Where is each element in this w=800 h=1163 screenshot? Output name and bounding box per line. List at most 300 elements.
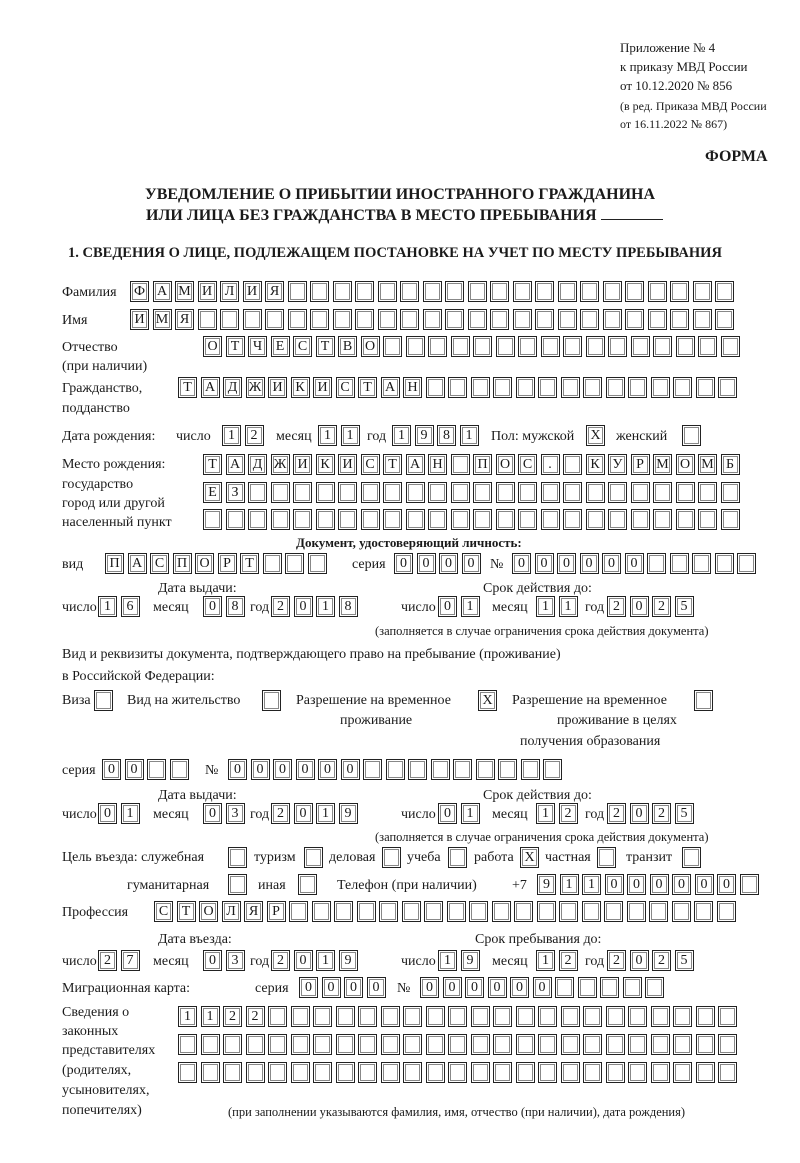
char-box[interactable]: 5: [675, 950, 694, 971]
char-box[interactable]: [627, 901, 646, 922]
char-box[interactable]: [580, 281, 599, 302]
char-box[interactable]: [246, 1034, 265, 1055]
char-box[interactable]: А: [381, 377, 400, 398]
char-box[interactable]: [451, 454, 470, 475]
char-box[interactable]: [445, 281, 464, 302]
char-box[interactable]: [383, 482, 402, 503]
char-box[interactable]: Е: [203, 482, 222, 503]
char-box[interactable]: 2: [246, 1006, 265, 1027]
char-box[interactable]: Ж: [271, 454, 290, 475]
char-box[interactable]: [606, 1062, 625, 1083]
char-box[interactable]: [586, 509, 605, 530]
stay-valid-month-boxes[interactable]: [536, 803, 578, 824]
char-box[interactable]: [358, 1006, 377, 1027]
temp-residence-box[interactable]: [478, 690, 497, 711]
char-box[interactable]: С: [150, 553, 169, 574]
char-box[interactable]: 6: [121, 596, 140, 617]
char-box[interactable]: 0: [650, 874, 669, 895]
char-box[interactable]: С: [518, 454, 537, 475]
char-box[interactable]: [453, 759, 472, 780]
char-box[interactable]: [381, 1062, 400, 1083]
char-box[interactable]: [583, 1006, 602, 1027]
phone-boxes[interactable]: [537, 874, 759, 895]
char-box[interactable]: П: [105, 553, 124, 574]
char-box[interactable]: [692, 553, 711, 574]
char-box[interactable]: [468, 309, 487, 330]
char-box[interactable]: А: [128, 553, 147, 574]
char-box[interactable]: А: [406, 454, 425, 475]
char-box[interactable]: [561, 1062, 580, 1083]
char-box[interactable]: [516, 377, 535, 398]
char-box[interactable]: С: [293, 336, 312, 357]
char-box[interactable]: [403, 1034, 422, 1055]
char-box[interactable]: [428, 509, 447, 530]
char-box[interactable]: [718, 1062, 737, 1083]
char-box[interactable]: [608, 509, 627, 530]
char-box[interactable]: И: [198, 281, 217, 302]
char-box[interactable]: 0: [510, 977, 529, 998]
char-box[interactable]: И: [313, 377, 332, 398]
char-box[interactable]: [628, 1062, 647, 1083]
char-box[interactable]: 0: [228, 759, 247, 780]
stay-valid-year-boxes[interactable]: [607, 803, 694, 824]
char-box[interactable]: [578, 977, 597, 998]
id-issue-day-boxes[interactable]: [98, 596, 140, 617]
char-box[interactable]: [448, 847, 467, 868]
char-box[interactable]: 0: [580, 553, 599, 574]
name-boxes[interactable]: [130, 309, 734, 330]
char-box[interactable]: [426, 1006, 445, 1027]
char-box[interactable]: 0: [273, 759, 292, 780]
char-box[interactable]: [698, 482, 717, 503]
char-box[interactable]: О: [203, 336, 222, 357]
char-box[interactable]: [381, 1034, 400, 1055]
char-box[interactable]: И: [243, 281, 262, 302]
char-box[interactable]: [423, 309, 442, 330]
char-box[interactable]: 0: [294, 803, 313, 824]
char-box[interactable]: [651, 377, 670, 398]
char-box[interactable]: 9: [339, 803, 358, 824]
char-box[interactable]: [498, 759, 517, 780]
stay-issue-year-boxes[interactable]: [271, 803, 358, 824]
char-box[interactable]: [361, 509, 380, 530]
char-box[interactable]: 0: [717, 874, 736, 895]
stay-until-day-boxes[interactable]: [438, 950, 480, 971]
char-box[interactable]: О: [361, 336, 380, 357]
char-box[interactable]: [448, 377, 467, 398]
char-box[interactable]: 1: [461, 803, 480, 824]
char-box[interactable]: [563, 336, 582, 357]
char-box[interactable]: И: [130, 309, 149, 330]
char-box[interactable]: [645, 977, 664, 998]
char-box[interactable]: [383, 509, 402, 530]
char-box[interactable]: [403, 1062, 422, 1083]
char-box[interactable]: [583, 1062, 602, 1083]
char-box[interactable]: [597, 847, 616, 868]
char-box[interactable]: X: [478, 690, 497, 711]
char-box[interactable]: К: [316, 454, 335, 475]
representatives-boxes-3[interactable]: [178, 1062, 737, 1083]
char-box[interactable]: П: [473, 454, 492, 475]
char-box[interactable]: [265, 309, 284, 330]
char-box[interactable]: [647, 553, 666, 574]
char-box[interactable]: [513, 281, 532, 302]
char-box[interactable]: 7: [121, 950, 140, 971]
char-box[interactable]: 0: [438, 803, 457, 824]
char-box[interactable]: 1: [536, 803, 555, 824]
char-box[interactable]: [538, 1062, 557, 1083]
sex-male-box[interactable]: [586, 425, 605, 446]
char-box[interactable]: 0: [533, 977, 552, 998]
char-box[interactable]: [423, 281, 442, 302]
char-box[interactable]: [625, 309, 644, 330]
char-box[interactable]: [336, 1062, 355, 1083]
id-issue-month-boxes[interactable]: [203, 596, 245, 617]
char-box[interactable]: [468, 281, 487, 302]
char-box[interactable]: Д: [248, 454, 267, 475]
entry-year-boxes[interactable]: [271, 950, 358, 971]
char-box[interactable]: [600, 977, 619, 998]
purpose-private-box[interactable]: [597, 847, 616, 868]
char-box[interactable]: [428, 336, 447, 357]
stay-series-boxes[interactable]: [102, 759, 189, 780]
char-box[interactable]: [403, 1006, 422, 1027]
char-box[interactable]: [336, 1006, 355, 1027]
char-box[interactable]: [583, 1034, 602, 1055]
char-box[interactable]: [406, 482, 425, 503]
char-box[interactable]: [490, 309, 509, 330]
char-box[interactable]: [268, 1062, 287, 1083]
char-box[interactable]: [535, 309, 554, 330]
char-box[interactable]: Т: [316, 336, 335, 357]
char-box[interactable]: 0: [627, 874, 646, 895]
char-box[interactable]: [262, 690, 281, 711]
representatives-boxes-2[interactable]: [178, 1034, 737, 1055]
char-box[interactable]: В: [338, 336, 357, 357]
char-box[interactable]: Л: [220, 281, 239, 302]
char-box[interactable]: [271, 482, 290, 503]
char-box[interactable]: 1: [201, 1006, 220, 1027]
char-box[interactable]: [291, 1034, 310, 1055]
char-box[interactable]: [698, 509, 717, 530]
char-box[interactable]: [285, 553, 304, 574]
char-box[interactable]: [310, 281, 329, 302]
char-box[interactable]: [541, 336, 560, 357]
char-box[interactable]: К: [291, 377, 310, 398]
char-box[interactable]: [313, 1006, 332, 1027]
char-box[interactable]: 0: [98, 803, 117, 824]
entry-day-boxes[interactable]: [98, 950, 140, 971]
char-box[interactable]: М: [653, 454, 672, 475]
birth-year-boxes[interactable]: [392, 425, 479, 446]
char-box[interactable]: [623, 977, 642, 998]
id-type-boxes[interactable]: [105, 553, 327, 574]
char-box[interactable]: [628, 1006, 647, 1027]
char-box[interactable]: [379, 901, 398, 922]
birthplace-boxes-1[interactable]: [203, 454, 740, 475]
char-box[interactable]: [603, 309, 622, 330]
birth-month-boxes[interactable]: [318, 425, 360, 446]
char-box[interactable]: [203, 509, 222, 530]
char-box[interactable]: Е: [271, 336, 290, 357]
char-box[interactable]: [243, 309, 262, 330]
char-box[interactable]: [447, 901, 466, 922]
char-box[interactable]: [248, 509, 267, 530]
char-box[interactable]: [476, 759, 495, 780]
char-box[interactable]: [582, 901, 601, 922]
char-box[interactable]: [293, 482, 312, 503]
char-box[interactable]: 0: [695, 874, 714, 895]
stay-until-month-boxes[interactable]: [536, 950, 578, 971]
char-box[interactable]: 0: [203, 803, 222, 824]
char-box[interactable]: Т: [226, 336, 245, 357]
char-box[interactable]: [563, 454, 582, 475]
char-box[interactable]: [606, 1034, 625, 1055]
char-box[interactable]: 0: [322, 977, 341, 998]
char-box[interactable]: [580, 309, 599, 330]
char-box[interactable]: [431, 759, 450, 780]
char-box[interactable]: Т: [203, 454, 222, 475]
char-box[interactable]: 0: [367, 977, 386, 998]
char-box[interactable]: [651, 1006, 670, 1027]
char-box[interactable]: [559, 901, 578, 922]
char-box[interactable]: Ч: [248, 336, 267, 357]
char-box[interactable]: [201, 1062, 220, 1083]
char-box[interactable]: [355, 309, 374, 330]
char-box[interactable]: 1: [560, 874, 579, 895]
char-box[interactable]: [445, 309, 464, 330]
char-box[interactable]: 0: [438, 596, 457, 617]
char-box[interactable]: [493, 377, 512, 398]
char-box[interactable]: [653, 336, 672, 357]
char-box[interactable]: 1: [582, 874, 601, 895]
char-box[interactable]: [603, 281, 622, 302]
char-box[interactable]: [263, 553, 282, 574]
char-box[interactable]: С: [154, 901, 173, 922]
char-box[interactable]: [586, 336, 605, 357]
char-box[interactable]: [631, 509, 650, 530]
char-box[interactable]: [291, 1006, 310, 1027]
char-box[interactable]: 2: [245, 425, 264, 446]
char-box[interactable]: 2: [652, 596, 671, 617]
char-box[interactable]: [378, 309, 397, 330]
char-box[interactable]: 0: [294, 596, 313, 617]
char-box[interactable]: [201, 1034, 220, 1055]
char-box[interactable]: 0: [394, 553, 413, 574]
char-box[interactable]: [313, 1034, 332, 1055]
char-box[interactable]: 1: [438, 950, 457, 971]
char-box[interactable]: [310, 309, 329, 330]
char-box[interactable]: Н: [428, 454, 447, 475]
char-box[interactable]: Ж: [246, 377, 265, 398]
char-box[interactable]: [718, 1006, 737, 1027]
char-box[interactable]: 3: [226, 803, 245, 824]
char-box[interactable]: [673, 1062, 692, 1083]
char-box[interactable]: [170, 759, 189, 780]
char-box[interactable]: [516, 1034, 535, 1055]
migration-series-boxes[interactable]: [299, 977, 386, 998]
char-box[interactable]: [493, 1062, 512, 1083]
char-box[interactable]: [717, 901, 736, 922]
char-box[interactable]: [558, 281, 577, 302]
char-box[interactable]: С: [336, 377, 355, 398]
char-box[interactable]: 5: [675, 596, 694, 617]
char-box[interactable]: 2: [98, 950, 117, 971]
stay-number-boxes[interactable]: [228, 759, 562, 780]
char-box[interactable]: [381, 1006, 400, 1027]
char-box[interactable]: [334, 901, 353, 922]
char-box[interactable]: [402, 901, 421, 922]
char-box[interactable]: [451, 509, 470, 530]
id-series-boxes[interactable]: [394, 553, 481, 574]
char-box[interactable]: [400, 309, 419, 330]
char-box[interactable]: [361, 482, 380, 503]
char-box[interactable]: [606, 377, 625, 398]
purpose-humanitarian-box[interactable]: [228, 874, 247, 895]
purpose-transit-box[interactable]: [682, 847, 701, 868]
birthplace-boxes-3[interactable]: [203, 509, 740, 530]
purpose-official-box[interactable]: [228, 847, 247, 868]
char-box[interactable]: 0: [535, 553, 554, 574]
char-box[interactable]: О: [195, 553, 214, 574]
char-box[interactable]: [715, 309, 734, 330]
char-box[interactable]: [561, 377, 580, 398]
char-box[interactable]: [316, 509, 335, 530]
char-box[interactable]: О: [199, 901, 218, 922]
char-box[interactable]: [651, 1034, 670, 1055]
char-box[interactable]: 8: [339, 596, 358, 617]
char-box[interactable]: [558, 309, 577, 330]
char-box[interactable]: [473, 482, 492, 503]
char-box[interactable]: [223, 1034, 242, 1055]
birthplace-boxes-2[interactable]: [203, 482, 740, 503]
patronymic-boxes[interactable]: [203, 336, 740, 357]
char-box[interactable]: [178, 1062, 197, 1083]
char-box[interactable]: [223, 1062, 242, 1083]
char-box[interactable]: [673, 1006, 692, 1027]
char-box[interactable]: [694, 690, 713, 711]
char-box[interactable]: [496, 482, 515, 503]
char-box[interactable]: 1: [316, 950, 335, 971]
char-box[interactable]: [740, 874, 759, 895]
char-box[interactable]: [333, 281, 352, 302]
id-issue-year-boxes[interactable]: [271, 596, 358, 617]
char-box[interactable]: [518, 482, 537, 503]
char-box[interactable]: О: [676, 454, 695, 475]
char-box[interactable]: И: [338, 454, 357, 475]
char-box[interactable]: М: [175, 281, 194, 302]
char-box[interactable]: [358, 1062, 377, 1083]
id-valid-month-boxes[interactable]: [536, 596, 578, 617]
char-box[interactable]: [543, 759, 562, 780]
char-box[interactable]: [672, 901, 691, 922]
char-box[interactable]: 0: [672, 874, 691, 895]
char-box[interactable]: [471, 377, 490, 398]
char-box[interactable]: 0: [462, 553, 481, 574]
char-box[interactable]: 2: [652, 950, 671, 971]
char-box[interactable]: [226, 509, 245, 530]
char-box[interactable]: [336, 1034, 355, 1055]
char-box[interactable]: [561, 1034, 580, 1055]
char-box[interactable]: 2: [223, 1006, 242, 1027]
char-box[interactable]: Я: [244, 901, 263, 922]
char-box[interactable]: [383, 336, 402, 357]
char-box[interactable]: 0: [630, 950, 649, 971]
char-box[interactable]: [673, 377, 692, 398]
stay-until-year-boxes[interactable]: [607, 950, 694, 971]
char-box[interactable]: 0: [417, 553, 436, 574]
char-box[interactable]: [693, 281, 712, 302]
char-box[interactable]: 9: [415, 425, 434, 446]
char-box[interactable]: [428, 482, 447, 503]
char-box[interactable]: [561, 1006, 580, 1027]
residence-box[interactable]: [262, 690, 281, 711]
char-box[interactable]: 0: [602, 553, 621, 574]
stay-valid-day-boxes[interactable]: [438, 803, 480, 824]
char-box[interactable]: [178, 1034, 197, 1055]
char-box[interactable]: [246, 1062, 265, 1083]
char-box[interactable]: [653, 509, 672, 530]
char-box[interactable]: [673, 1034, 692, 1055]
char-box[interactable]: [694, 901, 713, 922]
char-box[interactable]: Д: [223, 377, 242, 398]
char-box[interactable]: [625, 281, 644, 302]
purpose-study-box[interactable]: [448, 847, 467, 868]
char-box[interactable]: X: [586, 425, 605, 446]
entry-month-boxes[interactable]: [203, 950, 245, 971]
char-box[interactable]: 2: [607, 803, 626, 824]
id-number-boxes[interactable]: [512, 553, 756, 574]
char-box[interactable]: О: [496, 454, 515, 475]
char-box[interactable]: [408, 759, 427, 780]
char-box[interactable]: [676, 509, 695, 530]
char-box[interactable]: [198, 309, 217, 330]
purpose-work-box[interactable]: [520, 847, 539, 868]
char-box[interactable]: [696, 1062, 715, 1083]
char-box[interactable]: 1: [460, 425, 479, 446]
char-box[interactable]: 1: [316, 596, 335, 617]
char-box[interactable]: 2: [271, 596, 290, 617]
char-box[interactable]: [698, 336, 717, 357]
visa-box[interactable]: [94, 690, 113, 711]
char-box[interactable]: Т: [383, 454, 402, 475]
char-box[interactable]: 2: [271, 950, 290, 971]
char-box[interactable]: С: [361, 454, 380, 475]
char-box[interactable]: 1: [461, 596, 480, 617]
char-box[interactable]: Т: [178, 377, 197, 398]
char-box[interactable]: [378, 281, 397, 302]
char-box[interactable]: [448, 1062, 467, 1083]
char-box[interactable]: [400, 281, 419, 302]
char-box[interactable]: [291, 1062, 310, 1083]
char-box[interactable]: [357, 901, 376, 922]
char-box[interactable]: 0: [630, 803, 649, 824]
char-box[interactable]: [718, 377, 737, 398]
char-box[interactable]: [563, 482, 582, 503]
char-box[interactable]: [268, 1034, 287, 1055]
char-box[interactable]: З: [226, 482, 245, 503]
char-box[interactable]: [518, 336, 537, 357]
char-box[interactable]: [313, 1062, 332, 1083]
char-box[interactable]: [469, 901, 488, 922]
char-box[interactable]: Р: [267, 901, 286, 922]
char-box[interactable]: Ф: [130, 281, 149, 302]
char-box[interactable]: 0: [251, 759, 270, 780]
char-box[interactable]: Т: [240, 553, 259, 574]
char-box[interactable]: [670, 309, 689, 330]
char-box[interactable]: 2: [271, 803, 290, 824]
char-box[interactable]: 0: [465, 977, 484, 998]
